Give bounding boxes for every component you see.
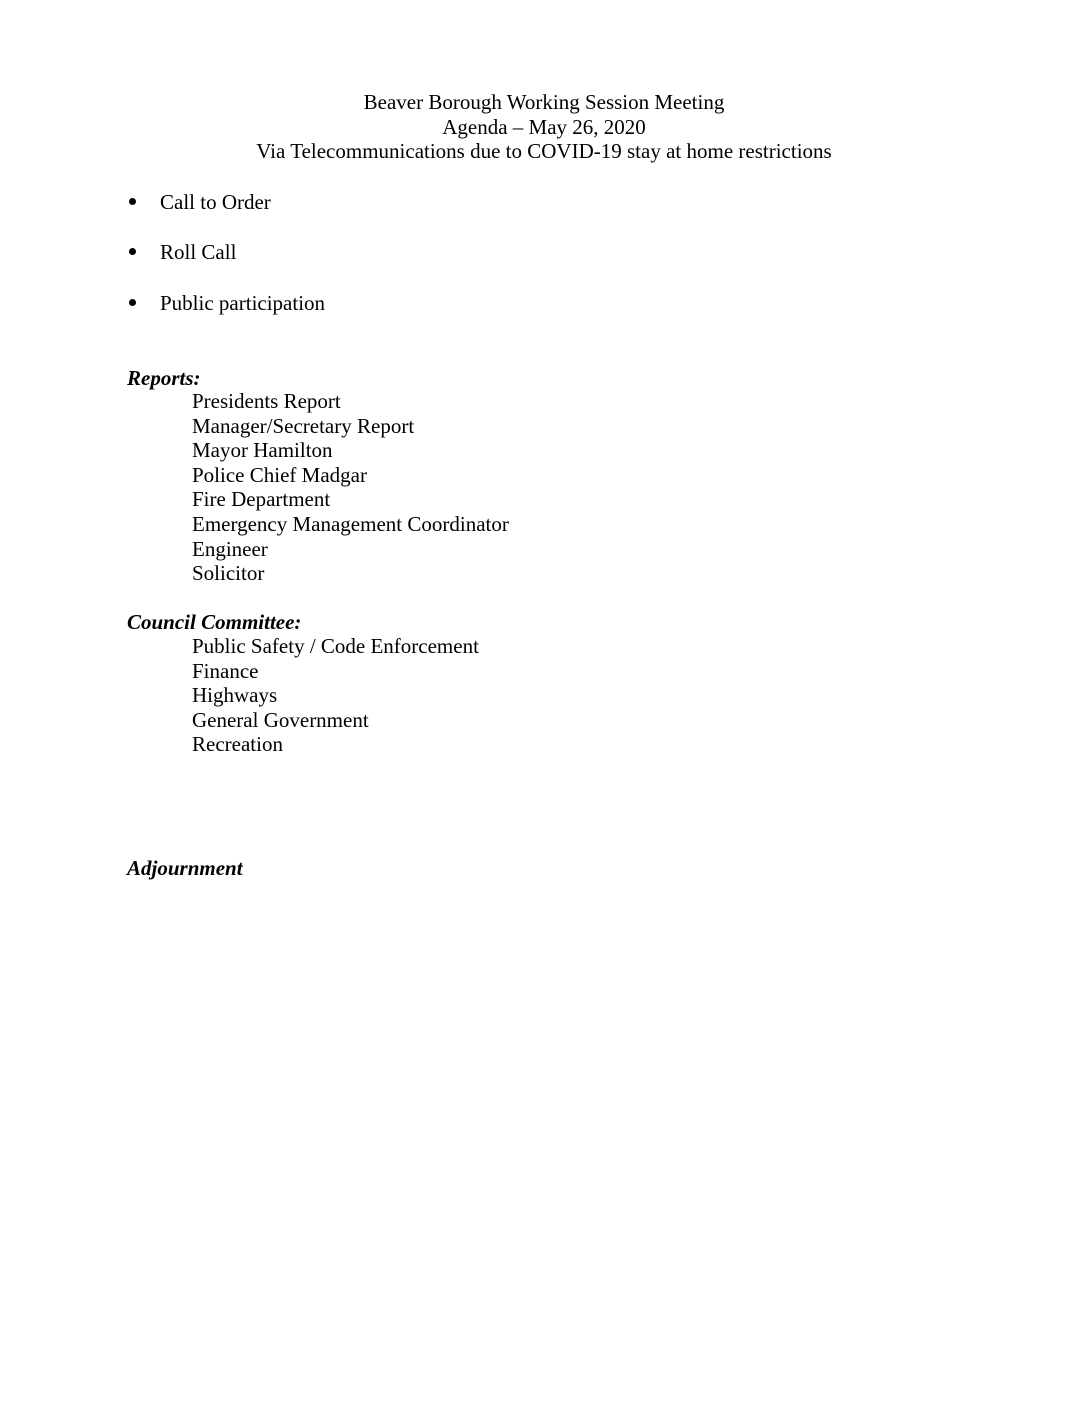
list-item: Police Chief Madgar (192, 462, 367, 487)
reports-list (192, 389, 509, 586)
list-item: Recreation (192, 732, 283, 757)
meeting-format-note: Via Telecommunications due to COVID-19 stay at home restrictions (256, 139, 832, 164)
bullet-icon (129, 198, 136, 205)
agenda-header (0, 90, 1088, 164)
list-item-label: Call to Order (160, 190, 271, 214)
list-item: Engineer (192, 536, 268, 561)
list-item (128, 291, 325, 341)
bullet-icon (129, 248, 136, 255)
bullet-icon (129, 299, 136, 306)
agenda-date: Agenda – May 26, 2020 (442, 114, 646, 139)
list-item: Public Safety / Code Enforcement (192, 634, 479, 658)
list-item (128, 190, 325, 240)
list-item: Solicitor (192, 561, 265, 586)
opening-items-list (128, 190, 325, 341)
list-item: General Government (192, 707, 369, 732)
list-item: Manager/Secretary Report (192, 413, 415, 438)
council-committee-list (192, 634, 479, 757)
council-committee-heading: Council Committee: (127, 610, 302, 634)
list-item: Presidents Report (192, 389, 341, 413)
list-item: Emergency Management Coordinator (192, 511, 509, 536)
adjournment-heading: Adjournment (127, 856, 243, 880)
list-item-label: Public participation (160, 290, 326, 315)
list-item (128, 240, 325, 290)
list-item-label: Roll Call (160, 240, 237, 265)
reports-heading: Reports: (127, 366, 201, 390)
list-item: Mayor Hamilton (192, 438, 333, 463)
meeting-title: Beaver Borough Working Session Meeting (363, 90, 725, 114)
list-item: Highways (192, 683, 278, 708)
list-item: Finance (192, 658, 259, 683)
list-item: Fire Department (192, 487, 331, 512)
